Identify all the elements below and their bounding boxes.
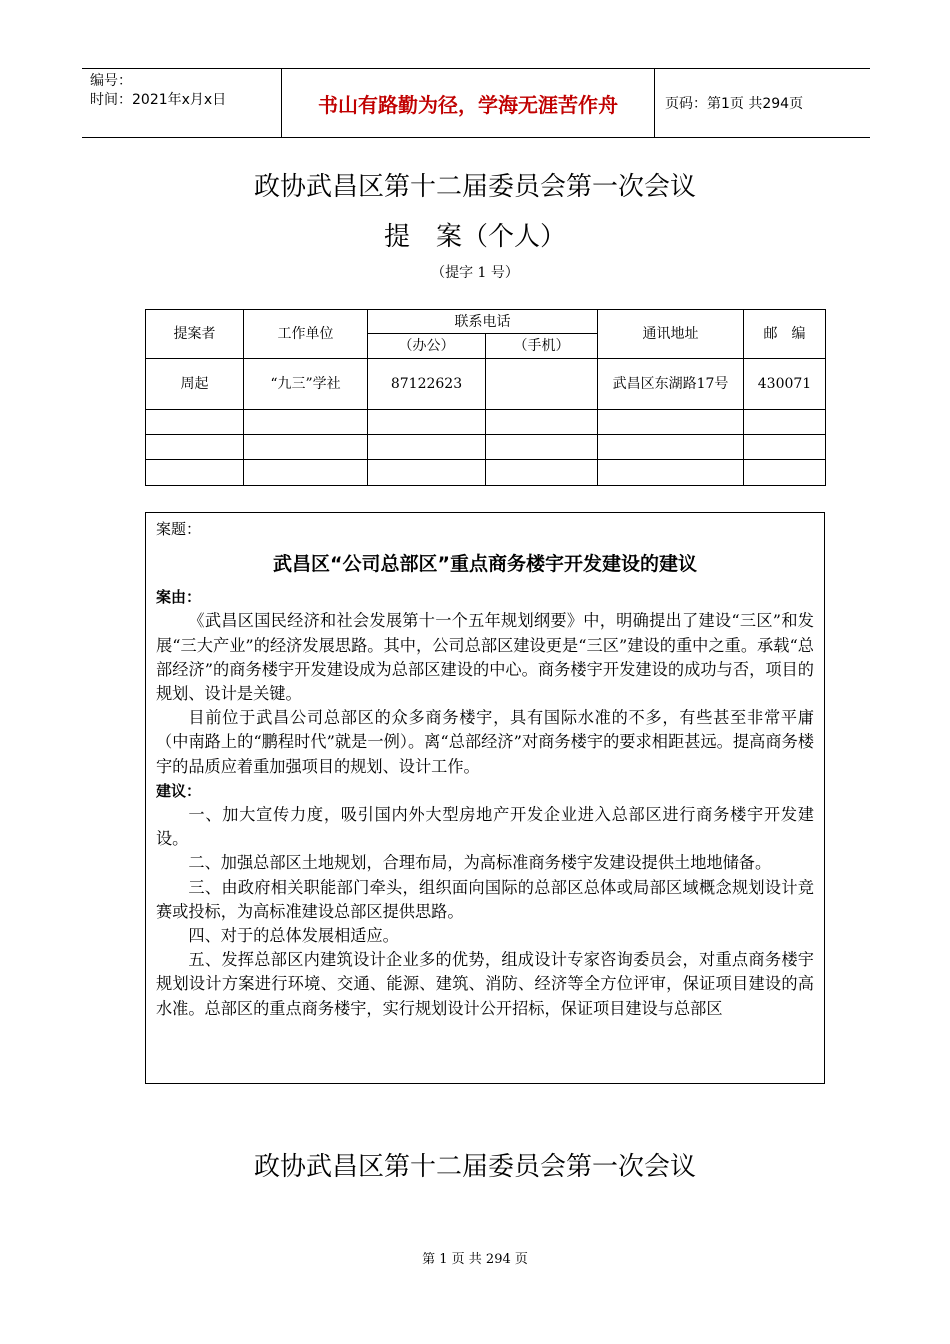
header-office: （办公） bbox=[368, 334, 486, 359]
header-mobile: （手机） bbox=[486, 334, 598, 359]
header-unit: 工作单位 bbox=[244, 310, 368, 359]
table-row-empty bbox=[146, 410, 826, 435]
reason-paragraph-1: 《武昌区国民经济和社会发展第十一个五年规划纲要》中，明确提出了建设“三区”和发展“三大产业”的经济发展思路。其中，公司总部区建设更是“三区”建设的重中之重。承载“总部经济”的商务楼宇开发建设成为总部区建设的中心。商务楼宇开发建设的成功与否，项目的规划、设计是关键。 bbox=[156, 611, 814, 704]
cell-proposer: 周起 bbox=[146, 359, 244, 410]
header-proposer: 提案者 bbox=[146, 310, 244, 359]
advice-item-3: 三、由政府相关职能部门牵头，组织面向国际的总部区总体或局部区域概念规划设计竞赛或投标，为高标准建设总部区提供思路。 bbox=[156, 877, 814, 921]
reason-paragraph-2: 目前位于武昌公司总部区的众多商务楼宇，具有国际水准的不多，有些甚至非常平庸（中南路上的“鹏程时代”就是一例）。离“总部经济”对商务楼宇的要求相距甚远。提高商务楼宇的品质应着重加强项目的规划、设计工作。 bbox=[156, 708, 814, 776]
doc-title: 政协武昌区第十二届委员会第一次会议 bbox=[253, 172, 696, 202]
case-box bbox=[145, 512, 825, 1084]
header-page-info: 页码：第1页 共294页 bbox=[665, 96, 804, 112]
header-address: 通讯地址 bbox=[598, 310, 744, 359]
advice-item-1: 一、加大宣传力度，吸引国内外大型房地产开发企业进入总部区进行商务楼宇开发建设。 bbox=[156, 805, 814, 849]
advice-label: 建议： bbox=[156, 781, 202, 800]
reason-label: 案由： bbox=[156, 588, 202, 607]
header-phone: 联系电话 bbox=[368, 310, 598, 334]
advice-item-2: 二、加强总部区土地规划，合理布局，为高标准商务楼宇发建设提供土地地储备。 bbox=[188, 853, 772, 873]
advice-item-5: 五、发挥总部区内建筑设计企业多的优势，组成设计专家咨询委员会，对重点商务楼宇规划设计方案进行环境、交通、能源、建筑、消防、经济等全方位评审，保证项目建设的高水准。总部区的重点商务楼宇，实行规划设计公开招标，保证项目建设与总部区 bbox=[156, 950, 814, 1018]
time-label: 时间：2021年x月x日 bbox=[90, 92, 227, 108]
header-meta bbox=[82, 69, 282, 137]
case-topic: 武昌区“公司总部区”重点商务楼宇开发建设的建议 bbox=[273, 553, 697, 576]
repeat-title: 政协武昌区第十二届委员会第一次会议 bbox=[253, 1152, 696, 1182]
cell-mobile bbox=[486, 359, 598, 410]
cell-office: 87122623 bbox=[368, 359, 486, 410]
cell-address: 武昌区东湖路17号 bbox=[598, 359, 744, 410]
proposal-number: （提字 1 号） bbox=[431, 265, 519, 281]
page-footer: 第 1 页 共 294 页 bbox=[422, 1252, 528, 1267]
cell-zip: 430071 bbox=[744, 359, 826, 410]
doc-subtitle: 提 案（个人） bbox=[383, 222, 566, 252]
number-label: 编号： bbox=[90, 73, 132, 89]
page-header bbox=[82, 68, 870, 138]
table-row-empty bbox=[146, 460, 826, 486]
topic-label: 案题： bbox=[156, 520, 202, 538]
header-zip: 邮 编 bbox=[744, 310, 826, 359]
table-row-empty bbox=[146, 435, 826, 460]
header-motto: 书山有路勤为径，学海无涯苦作舟 bbox=[282, 69, 655, 137]
proposer-info-table bbox=[145, 309, 826, 486]
advice-item-4: 四、对于的总体发展相适应。 bbox=[188, 926, 399, 946]
cell-unit: “九三”学社 bbox=[244, 359, 368, 410]
table-row bbox=[146, 359, 826, 410]
